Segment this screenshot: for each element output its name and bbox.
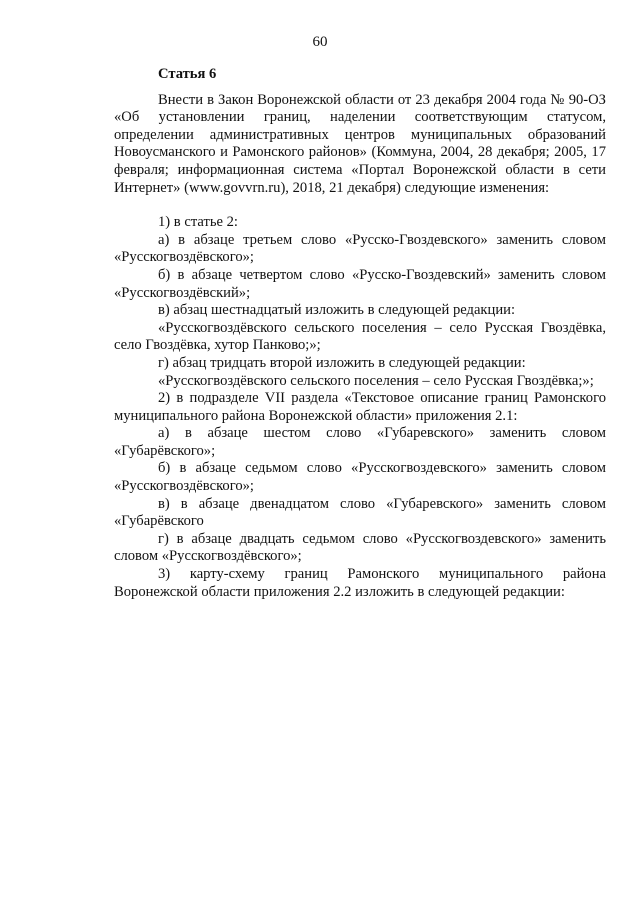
list-item-1g: г) абзац тридцать второй изложить в следующей редакции: bbox=[158, 354, 526, 371]
list-item-1: 1) в статье 2: bbox=[158, 214, 238, 231]
list-item-3: 3) карту-схему границ Рамонского муниципального района Воронежской области приложения 2.2 изложить в следующей редакции: bbox=[114, 566, 606, 600]
list-item-1b: б) в абзаце четвертом слово «Русско-Гвоздевский» заменить словом «Русскогвоздёвский»; bbox=[114, 266, 606, 301]
page-number: 60 bbox=[312, 34, 328, 50]
list-item-2v: в) в абзаце двенадцатом слово «Губаревского» заменить словом «Губарёвского bbox=[114, 495, 606, 530]
list-item-2b: б) в абзаце седьмом слово «Русскогвоздевского» заменить словом «Русскогвоздёвского»; bbox=[114, 460, 606, 495]
list-item-1a: а) в абзаце третьем слово «Русско-Гвоздевского» заменить словом «Русскогвоздёвского»; bbox=[114, 231, 606, 266]
list-item-2g: г) в абзаце двадцать седьмом слово «Русскогвоздевского» заменить словом «Русскогвоздёвского»; bbox=[114, 530, 606, 565]
list-item-1g-text: «Русскогвоздёвского сельского поселения – село Русская Гвоздёвка;»; bbox=[158, 372, 594, 389]
article-title: Статья 6 bbox=[158, 66, 217, 82]
list-item-2a: а) в абзаце шестом слово «Губаревского» заменить словом «Губарёвского»; bbox=[114, 425, 606, 459]
article-intro: Внести в Закон Воронежской области от 23 декабря 2004 года № 90-ОЗ «Об установлении границ, наделении соответствующим статусом, определении административных центров муниципальных образований Новоусманского и Рамонского районов» (Коммуна, 2004, 28 декабря; 2005, 17 февраля; информационная система «Портал Воронежской области в сети Интернет» (www.govvrn.ru), 2018, 21 декабря) следующие изменения: bbox=[114, 91, 606, 196]
article-body bbox=[114, 66, 606, 601]
list-item-2: 2) в подразделе VII раздела «Текстовое описание границ Рамонского муниципального района Воронежской области» приложения 2.1: bbox=[114, 390, 606, 424]
list-item-1v: в) абзац шестнадцатый изложить в следующей редакции: bbox=[158, 302, 516, 319]
list-item-1v-text: «Русскогвоздёвского сельского поселения – село Русская Гвоздёвка, село Гвоздёвка, хутор Панково;»; bbox=[114, 319, 606, 354]
